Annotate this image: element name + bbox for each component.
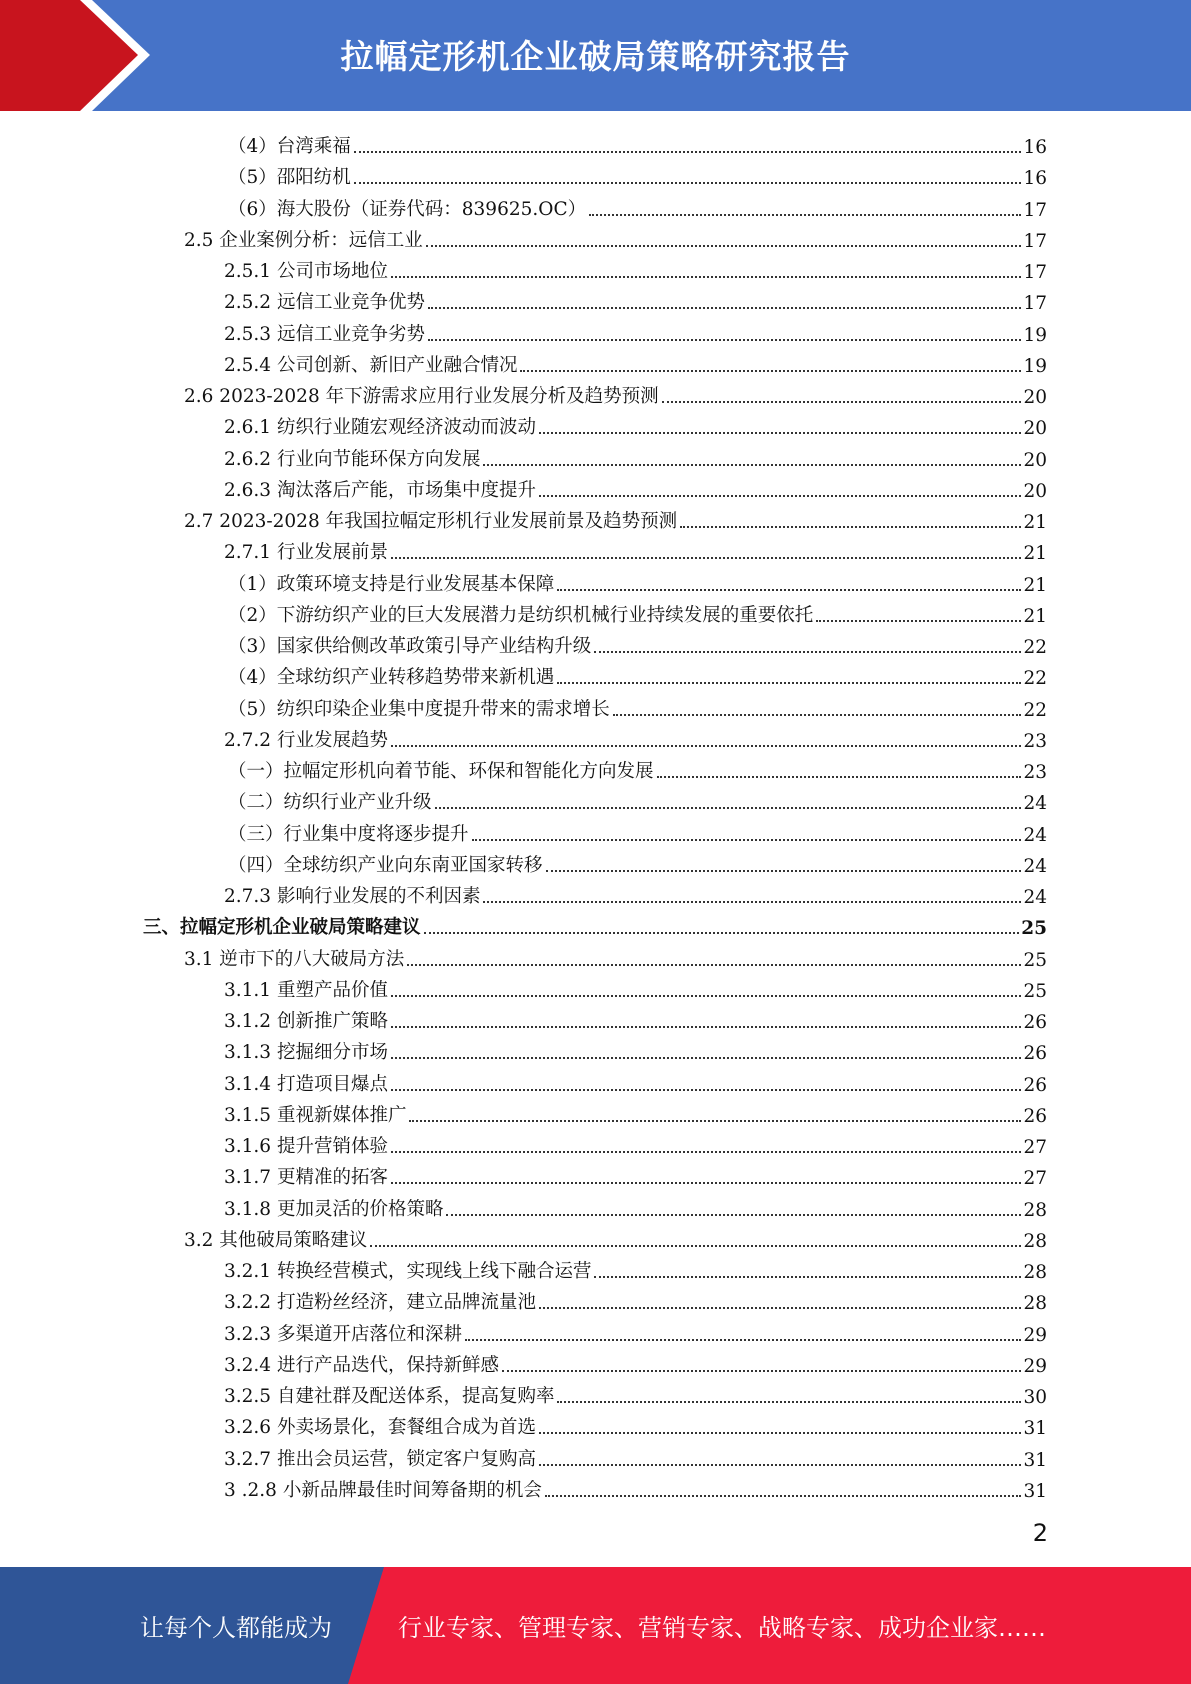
toc-entry-page: 22: [1023, 637, 1047, 658]
toc-entry-label: 2.5.4 公司创新、新旧产业融合情况: [224, 354, 518, 376]
toc-entry-label: 2.6.1 纺织行业随宏观经济波动而波动: [224, 417, 536, 439]
toc-leader-dots: [546, 870, 1022, 872]
toc-leader-dots: [483, 464, 1021, 466]
toc-entry[interactable]: [224, 471, 1047, 502]
toc-entry-label: 3.1.3 挖掘细分市场: [224, 1042, 388, 1064]
toc-entry-page: 26: [1023, 1074, 1047, 1096]
toc-entry-page: 25: [1023, 949, 1047, 971]
toc-entry[interactable]: [224, 1033, 1047, 1064]
toc-leader-dots: [391, 1026, 1021, 1028]
toc-entry-label: （4）全球纺织产业转移趋势带来新机遇: [228, 667, 555, 689]
toc-leader-dots: [465, 1339, 1021, 1341]
toc-entry-label: 2.5.3 远信工业竞争劣势: [224, 323, 425, 345]
toc-entry-page: 21: [1023, 605, 1047, 627]
toc-entry-page: 16: [1023, 137, 1047, 158]
toc-leader-dots: [391, 557, 1021, 559]
toc-entry[interactable]: [224, 533, 1047, 564]
toc-entry-label: 3.1.6 提升营销体验: [224, 1136, 388, 1157]
toc-leader-dots: [539, 1307, 1021, 1309]
toc-leader-dots: [539, 1464, 1021, 1466]
toc-entry-page: 29: [1023, 1324, 1047, 1346]
toc-entry-label: 三、拉幅定形机企业破局策略建议: [143, 917, 421, 939]
toc-entry[interactable]: [224, 408, 1047, 439]
toc-entry-page: 30: [1023, 1387, 1047, 1408]
toc-leader-dots: [428, 307, 1021, 309]
toc-entry[interactable]: [224, 1252, 1047, 1283]
toc-entry-label: （四）全球纺织产业向东南亚国家转移: [228, 854, 543, 876]
toc-leader-dots: [520, 370, 1021, 372]
toc-entry[interactable]: [224, 1283, 1047, 1314]
toc-entry[interactable]: [228, 127, 1047, 158]
toc-leader-dots: [483, 901, 1021, 903]
toc-entry-page: 17: [1023, 230, 1047, 252]
toc-entry-label: （5）纺织印染企业集中度提升带来的需求增长: [228, 698, 610, 720]
toc-entry-label: 3.2 其他破局策略建议: [184, 1229, 368, 1251]
toc-entry-page: 17: [1023, 199, 1047, 221]
toc-entry-label: （二）纺织行业产业升级: [228, 792, 432, 814]
toc-leader-dots: [354, 182, 1022, 184]
toc-entry-page: 31: [1023, 1480, 1047, 1502]
toc-entry-label: （2）下游纺织产业的巨大发展潜力是纺织机械行业持续发展的重要依托: [228, 604, 814, 626]
toc-entry[interactable]: [143, 908, 1047, 939]
toc-entry-page: 25: [1021, 918, 1047, 940]
toc-entry-label: （3）国家供给侧改革政策引导产业结构升级: [228, 636, 592, 657]
toc-entry[interactable]: [224, 1096, 1047, 1127]
toc-entry-label: （4）台湾乘福: [228, 136, 351, 157]
toc-leader-dots: [557, 1401, 1021, 1403]
toc-entry-label: 2.7 2023-2028 年我国拉幅定形机行业发展前景及趋势预测: [184, 511, 678, 532]
toc-entry-page: 27: [1023, 1137, 1047, 1158]
toc-entry-page: 16: [1023, 168, 1047, 190]
toc-entry[interactable]: [224, 971, 1047, 1002]
toc-entry[interactable]: [224, 440, 1047, 471]
toc-entry-page: 20: [1023, 449, 1047, 471]
toc-leader-dots: [539, 1432, 1021, 1434]
toc-entry-label: 3.1.2 创新推广策略: [224, 1011, 388, 1032]
toc-entry-page: 19: [1023, 355, 1047, 377]
toc-leader-dots: [391, 1182, 1021, 1184]
toc-entry-label: 3.1.1 重塑产品价值: [224, 979, 388, 1001]
toc-leader-dots: [502, 1370, 1021, 1372]
page-number: 2: [1032, 1519, 1048, 1547]
toc-leader-dots: [391, 995, 1021, 997]
toc-entry[interactable]: [228, 158, 1047, 189]
toc-leader-dots: [391, 1089, 1021, 1091]
toc-entry-label: 2.7.3 影响行业发展的不利因素: [224, 886, 481, 907]
toc-entry[interactable]: [224, 1471, 1047, 1502]
toc-entry-page: 29: [1023, 1355, 1047, 1377]
toc-entry-label: （一）拉幅定形机向着节能、环保和智能化方向发展: [228, 761, 654, 782]
toc-entry-page: 24: [1023, 793, 1047, 815]
toc-leader-dots: [409, 1120, 1021, 1122]
toc-entry-page: 26: [1023, 1012, 1047, 1033]
toc-entry[interactable]: [224, 346, 1047, 377]
toc-entry-label: 3.1.5 重视新媒体推广: [224, 1104, 407, 1126]
toc-entry[interactable]: [224, 1190, 1047, 1221]
toc-entry[interactable]: [224, 283, 1047, 314]
toc-leader-dots: [594, 1276, 1021, 1278]
toc-entry-page: 24: [1023, 887, 1047, 908]
toc-entry-page: 21: [1023, 543, 1047, 565]
toc-entry-label: 2.5 企业案例分析：远信工业: [184, 229, 423, 251]
toc-leader-dots: [472, 839, 1022, 841]
toc-entry-label: 2.7.1 行业发展前景: [224, 542, 388, 564]
toc-entry[interactable]: [228, 783, 1047, 814]
toc-leader-dots: [545, 1495, 1022, 1497]
toc-leader-dots: [557, 682, 1021, 684]
toc-entry-label: 3.2.5 自建社群及配送体系，提高复购率: [224, 1386, 555, 1407]
toc-entry[interactable]: [228, 752, 1047, 783]
toc-entry[interactable]: [224, 252, 1047, 283]
toc-entry[interactable]: [224, 1315, 1047, 1346]
toc-entry-label: 3.2.7 推出会员运营，锁定客户复购高: [224, 1448, 536, 1470]
toc-leader-dots: [662, 401, 1022, 403]
toc-entry-page: 22: [1023, 668, 1047, 690]
toc-entry-label: 3.2.1 转换经营模式，实现线上线下融合运营: [224, 1261, 592, 1282]
toc-entry[interactable]: [184, 377, 1047, 408]
toc-entry-label: （6）海大股份（证券代码：839625.OC）: [228, 198, 587, 220]
toc-entry-label: 2.5.1 公司市场地位: [224, 261, 388, 282]
toc-entry-label: 2.7.2 行业发展趋势: [224, 729, 388, 751]
toc-entry[interactable]: [228, 658, 1047, 689]
toc-entry-page: 24: [1023, 855, 1047, 877]
toc-entry[interactable]: [228, 565, 1047, 596]
toc-leader-dots: [391, 745, 1021, 747]
toc-entry-page: 26: [1023, 1043, 1047, 1065]
toc-entry-label: 2.5.2 远信工业竞争优势: [224, 292, 425, 314]
toc-entry-label: （5）邵阳纺机: [228, 167, 351, 189]
toc-entry-page: 21: [1023, 512, 1047, 533]
toc-entry-label: 2.6.3 淘汰落后产能，市场集中度提升: [224, 479, 536, 501]
toc-entry-page: 22: [1023, 699, 1047, 721]
toc-leader-dots: [446, 1214, 1021, 1216]
toc-entry-page: 28: [1023, 1262, 1047, 1283]
toc-entry-label: （三）行业集中度将逐步提升: [228, 823, 469, 845]
footer-slogan-right: 行业专家、管理专家、营销专家、战略专家、成功企业家……: [398, 1614, 1046, 1642]
toc-entry-page: 20: [1023, 387, 1047, 408]
toc-entry-page: 31: [1023, 1418, 1047, 1440]
footer-slogan-left: 让每个人都能成为: [140, 1614, 332, 1642]
toc-leader-dots: [435, 807, 1022, 809]
toc-entry[interactable]: [224, 721, 1047, 752]
toc-leader-dots: [424, 932, 1020, 934]
toc-entry-label: （1）政策环境支持是行业发展基本保障: [228, 573, 555, 595]
toc-entry[interactable]: [224, 1065, 1047, 1096]
toc-entry-label: 2.6 2023-2028 年下游需求应用行业发展分析及趋势预测: [184, 386, 659, 407]
toc-leader-dots: [539, 495, 1021, 497]
toc-entry[interactable]: [228, 190, 1047, 221]
toc-entry-page: 26: [1023, 1105, 1047, 1127]
toc-entry-page: 23: [1023, 730, 1047, 752]
toc-entry[interactable]: [224, 315, 1047, 346]
toc-entry-label: 3.2.6 外卖场景化，套餐组合成为首选: [224, 1417, 536, 1439]
toc-entry[interactable]: [184, 940, 1047, 971]
toc-entry-page: 24: [1023, 824, 1047, 846]
toc-entry-label: 3.1.7 更精准的拓客: [224, 1167, 388, 1189]
toc-entry-page: 19: [1023, 324, 1047, 346]
toc-entry[interactable]: [228, 846, 1047, 877]
toc-entry[interactable]: [224, 1408, 1047, 1439]
toc-leader-dots: [680, 526, 1021, 528]
toc-entry-label: 3.2.2 打造粉丝经济，建立品牌流量池: [224, 1292, 536, 1314]
toc-entry-page: 17: [1023, 262, 1047, 283]
toc-entry-page: 28: [1023, 1199, 1047, 1221]
toc-leader-dots: [370, 1245, 1021, 1247]
toc-entry-page: 25: [1023, 980, 1047, 1002]
toc-leader-dots: [557, 589, 1021, 591]
toc-entry-label: 3.1.8 更加灵活的价格策略: [224, 1198, 444, 1220]
report-title: 拉幅定形机企业破局策略研究报告: [340, 36, 851, 76]
page-footer: [0, 1567, 1191, 1684]
toc-entry-label: 2.6.2 行业向节能环保方向发展: [224, 448, 481, 470]
toc-entry-page: 28: [1023, 1230, 1047, 1252]
toc-leader-dots: [391, 1151, 1021, 1153]
page-header: [0, 0, 1191, 111]
toc-entry-page: 21: [1023, 574, 1047, 596]
toc-entry[interactable]: [224, 1002, 1047, 1033]
toc-leader-dots: [594, 651, 1021, 653]
toc-entry[interactable]: [228, 596, 1047, 627]
toc-entry[interactable]: [224, 1440, 1047, 1471]
toc-entry-page: 20: [1023, 418, 1047, 440]
toc-leader-dots: [613, 714, 1022, 716]
toc-entry[interactable]: [184, 502, 1047, 533]
toc-entry-page: 27: [1023, 1168, 1047, 1190]
toc-entry[interactable]: [224, 877, 1047, 908]
toc-entry-label: 3.2.4 进行产品迭代，保持新鲜感: [224, 1354, 499, 1376]
toc-leader-dots: [428, 339, 1021, 341]
toc-entry[interactable]: [224, 1158, 1047, 1189]
toc-entry[interactable]: [228, 815, 1047, 846]
toc-entry-label: 3 .2.8 小新品牌最佳时间筹备期的机会: [224, 1479, 542, 1501]
toc-entry-page: 23: [1023, 762, 1047, 783]
toc-entry[interactable]: [224, 1377, 1047, 1408]
toc-leader-dots: [391, 1057, 1021, 1059]
toc-entry[interactable]: [228, 627, 1047, 658]
toc-entry[interactable]: [224, 1127, 1047, 1158]
toc-entry-page: 20: [1023, 480, 1047, 502]
toc-entry[interactable]: [184, 1221, 1047, 1252]
toc-entry-page: 17: [1023, 293, 1047, 315]
toc-entry-label: 3.1 逆市下的八大破局方法: [184, 948, 405, 970]
toc-entry[interactable]: [224, 1346, 1047, 1377]
toc-entry-page: 31: [1023, 1449, 1047, 1471]
toc-entry-label: 3.1.4 打造项目爆点: [224, 1073, 388, 1095]
toc-entry-label: 3.2.3 多渠道开店落位和深耕: [224, 1323, 462, 1345]
toc-entry-page: 28: [1023, 1293, 1047, 1315]
toc-entry[interactable]: [228, 690, 1047, 721]
toc-leader-dots: [354, 151, 1022, 153]
toc-leader-dots: [816, 620, 1021, 622]
toc-entry[interactable]: [184, 221, 1047, 252]
toc-leader-dots: [657, 776, 1022, 778]
toc-leader-dots: [426, 245, 1022, 247]
toc-leader-dots: [407, 964, 1021, 966]
toc-leader-dots: [391, 276, 1021, 278]
toc-leader-dots: [589, 214, 1021, 216]
toc-leader-dots: [539, 432, 1021, 434]
